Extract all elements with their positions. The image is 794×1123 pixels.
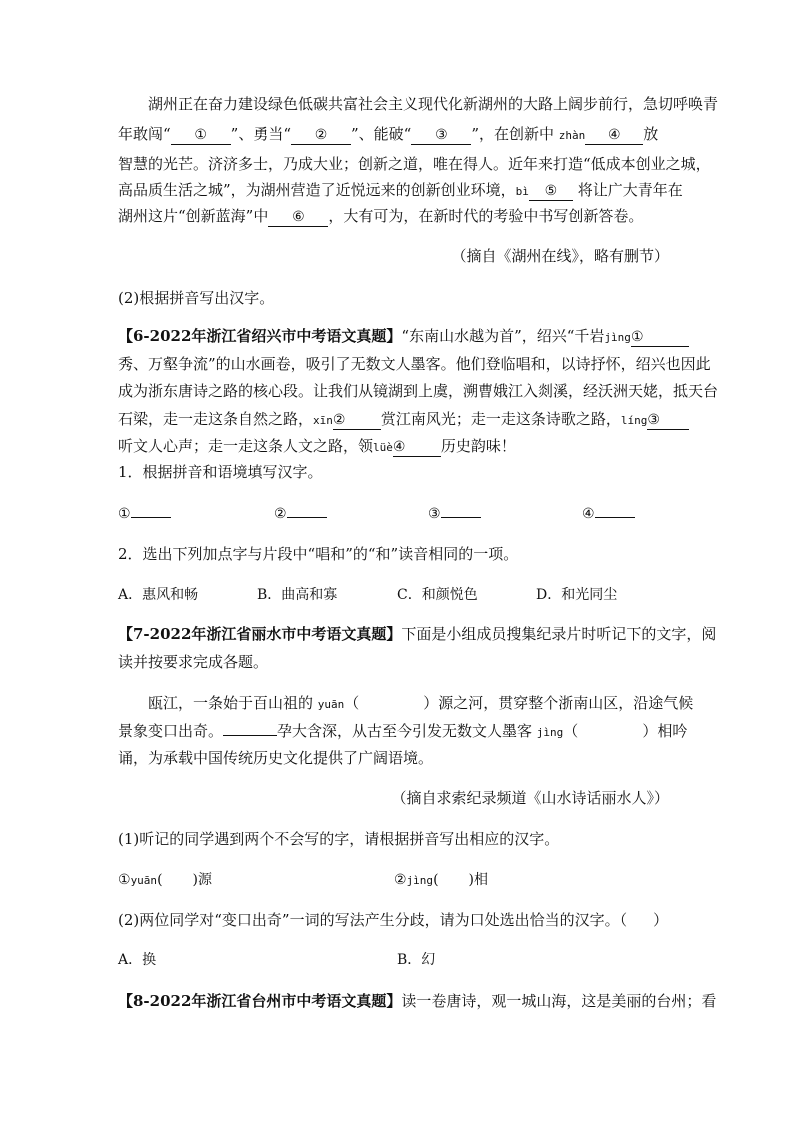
pinyin-yuan: yuān — [317, 698, 345, 711]
passage1-line1: 湖州正在奋力建设绿色低碳共富社会主义现代化新湖州的大路上阔步前行，急切呼唤青 — [148, 95, 719, 113]
blank-6[interactable]: ⑥ — [268, 208, 328, 227]
answer-4[interactable]: ④ — [582, 504, 635, 524]
s7-option-b[interactable]: B．幻 — [397, 952, 436, 968]
pinyin-lue: lüè — [373, 441, 393, 454]
section6-line5: 听文人心声；走一走这条人文之路，领lüè④ 历史韵味！ — [118, 437, 516, 455]
s7-option-a[interactable]: A．换 — [118, 952, 157, 968]
pinyin-jing-2: jìng — [536, 726, 564, 739]
blank-1[interactable]: ① — [171, 126, 231, 145]
blank-5[interactable]: ⑤ — [529, 182, 573, 201]
pinyin-jing: jìng — [604, 331, 631, 344]
passage1-line3: 智慧的光芒。济济多士，乃成大业；创新之道，唯在得人。近年来打造“低成本创业之城， — [118, 155, 711, 173]
source-lishui: （摘自求索纪录频道《山水诗话丽水人》） — [391, 789, 669, 807]
s6-option-b[interactable]: B．曲高和寡 — [257, 587, 338, 603]
section7-para-line2: 景象变口出奇。 孕大含深，从古至今引发无数文人墨客 jìng（ ）相吟 — [118, 722, 688, 740]
section7-q1: (1)听记的同学遇到两个不会写的字，请根据拼音写出相应的汉字。 — [118, 830, 560, 848]
s6-option-c[interactable]: C．和颜悦色 — [397, 587, 478, 603]
pinyin-ling: líng — [620, 414, 648, 427]
blank-3[interactable]: ③ — [411, 126, 471, 145]
section6-line1: 【6-2022年浙江省绍兴市中考语文真题】“东南山水越为首”，绍兴“千岩jìng① — [118, 326, 689, 348]
section7-line1: 【7-2022年浙江省丽水市中考语文真题】下面是小组成员搜集纪录片时听记下的文字，阅 — [118, 625, 717, 643]
passage1-line5: 湖州这片“创新蓝海”中 ⑥ ，大有可为，在新时代的考验中书写创新答卷。 — [118, 207, 644, 225]
s6-option-a[interactable]: A．惠风和畅 — [118, 587, 199, 603]
section7-tag: 【7-2022年浙江省丽水市中考语文真题】 — [118, 625, 402, 643]
section6-q2: 2．选出下列加点字与片段中“唱和”的“和”读音相同的一项。 — [118, 545, 519, 563]
section8-line1: 【8-2022年浙江省台州市中考语文真题】读一卷唐诗，观一城山海，这是美丽的台州；看 — [118, 992, 717, 1010]
passage1-line4: 高品质生活之城”，为湖州营造了近悦远来的创新创业环境，bì ⑤ 将让广大青年在 — [118, 181, 683, 199]
section6-line3: 成为浙东唐诗之路的核心段。让我们从镜湖到上虞，溯曹娥江入剡溪，经沃洲天姥，抵天台 — [118, 382, 719, 400]
blank-2[interactable]: ② — [291, 126, 351, 145]
fill-yuan[interactable]: ①yuān( )源 — [118, 872, 212, 888]
s6-blank-2[interactable]: ② — [333, 411, 381, 430]
pinyin-bi: bì — [515, 185, 529, 198]
s6-blank-3[interactable]: ③ — [647, 411, 689, 430]
fill-jing[interactable]: ②jìng( )相 — [394, 872, 488, 888]
s6-option-d[interactable]: D．和光同尘 — [536, 587, 618, 603]
section6-tag: 【6-2022年浙江省绍兴市中考语文真题】 — [118, 327, 402, 345]
s6-blank-4[interactable]: ④ — [393, 438, 441, 457]
answer-1[interactable]: ① — [118, 504, 171, 524]
section6-line4: 石梁，走一走这条自然之路，xīn② 赏江南风光；走一走这条诗歌之路，líng③ — [118, 409, 689, 431]
blank-phrase[interactable] — [223, 735, 277, 736]
source-huzhou: （摘自《湖州在线》，略有删节） — [451, 247, 669, 265]
section7-line2: 读并按要求完成各题。 — [118, 653, 269, 671]
passage1-line2: 年敢闯“ ① ”、勇当“ ② ”、能破“ ③ ”，在创新中 zhàn ④ 放 — [118, 125, 659, 143]
section7-para-line1: 瓯江，一条始于百山祖的 yuān（ ）源之河，贯穿整个浙南山区，沿途气候 — [148, 694, 694, 712]
section7-q2: (2)两位同学对“变口出奇”一词的写法产生分歧，请为口处选出恰当的汉字。（ ） — [118, 911, 669, 929]
pinyin-xin: xīn — [313, 414, 333, 427]
section6-q1: 1．根据拼音和语境填写汉字。 — [118, 463, 323, 481]
pinyin-zhan: zhàn — [558, 129, 586, 142]
answer-2[interactable]: ② — [274, 504, 327, 524]
question-2-intro: (2)根据拼音写出汉字。 — [118, 289, 275, 307]
s6-blank-1[interactable]: ① — [631, 328, 689, 347]
section8-tag: 【8-2022年浙江省台州市中考语文真题】 — [118, 992, 402, 1010]
section6-line2: 秀、万壑争流”的山水画卷，吸引了无数文人墨客。他们登临唱和，以诗抒怀，绍兴也因此 — [118, 355, 711, 373]
section7-para-line3: 诵，为承载中国传统历史文化提供了广阔语境。 — [118, 749, 434, 767]
blank-4[interactable]: ④ — [585, 126, 643, 145]
answer-3[interactable]: ③ — [428, 504, 481, 524]
